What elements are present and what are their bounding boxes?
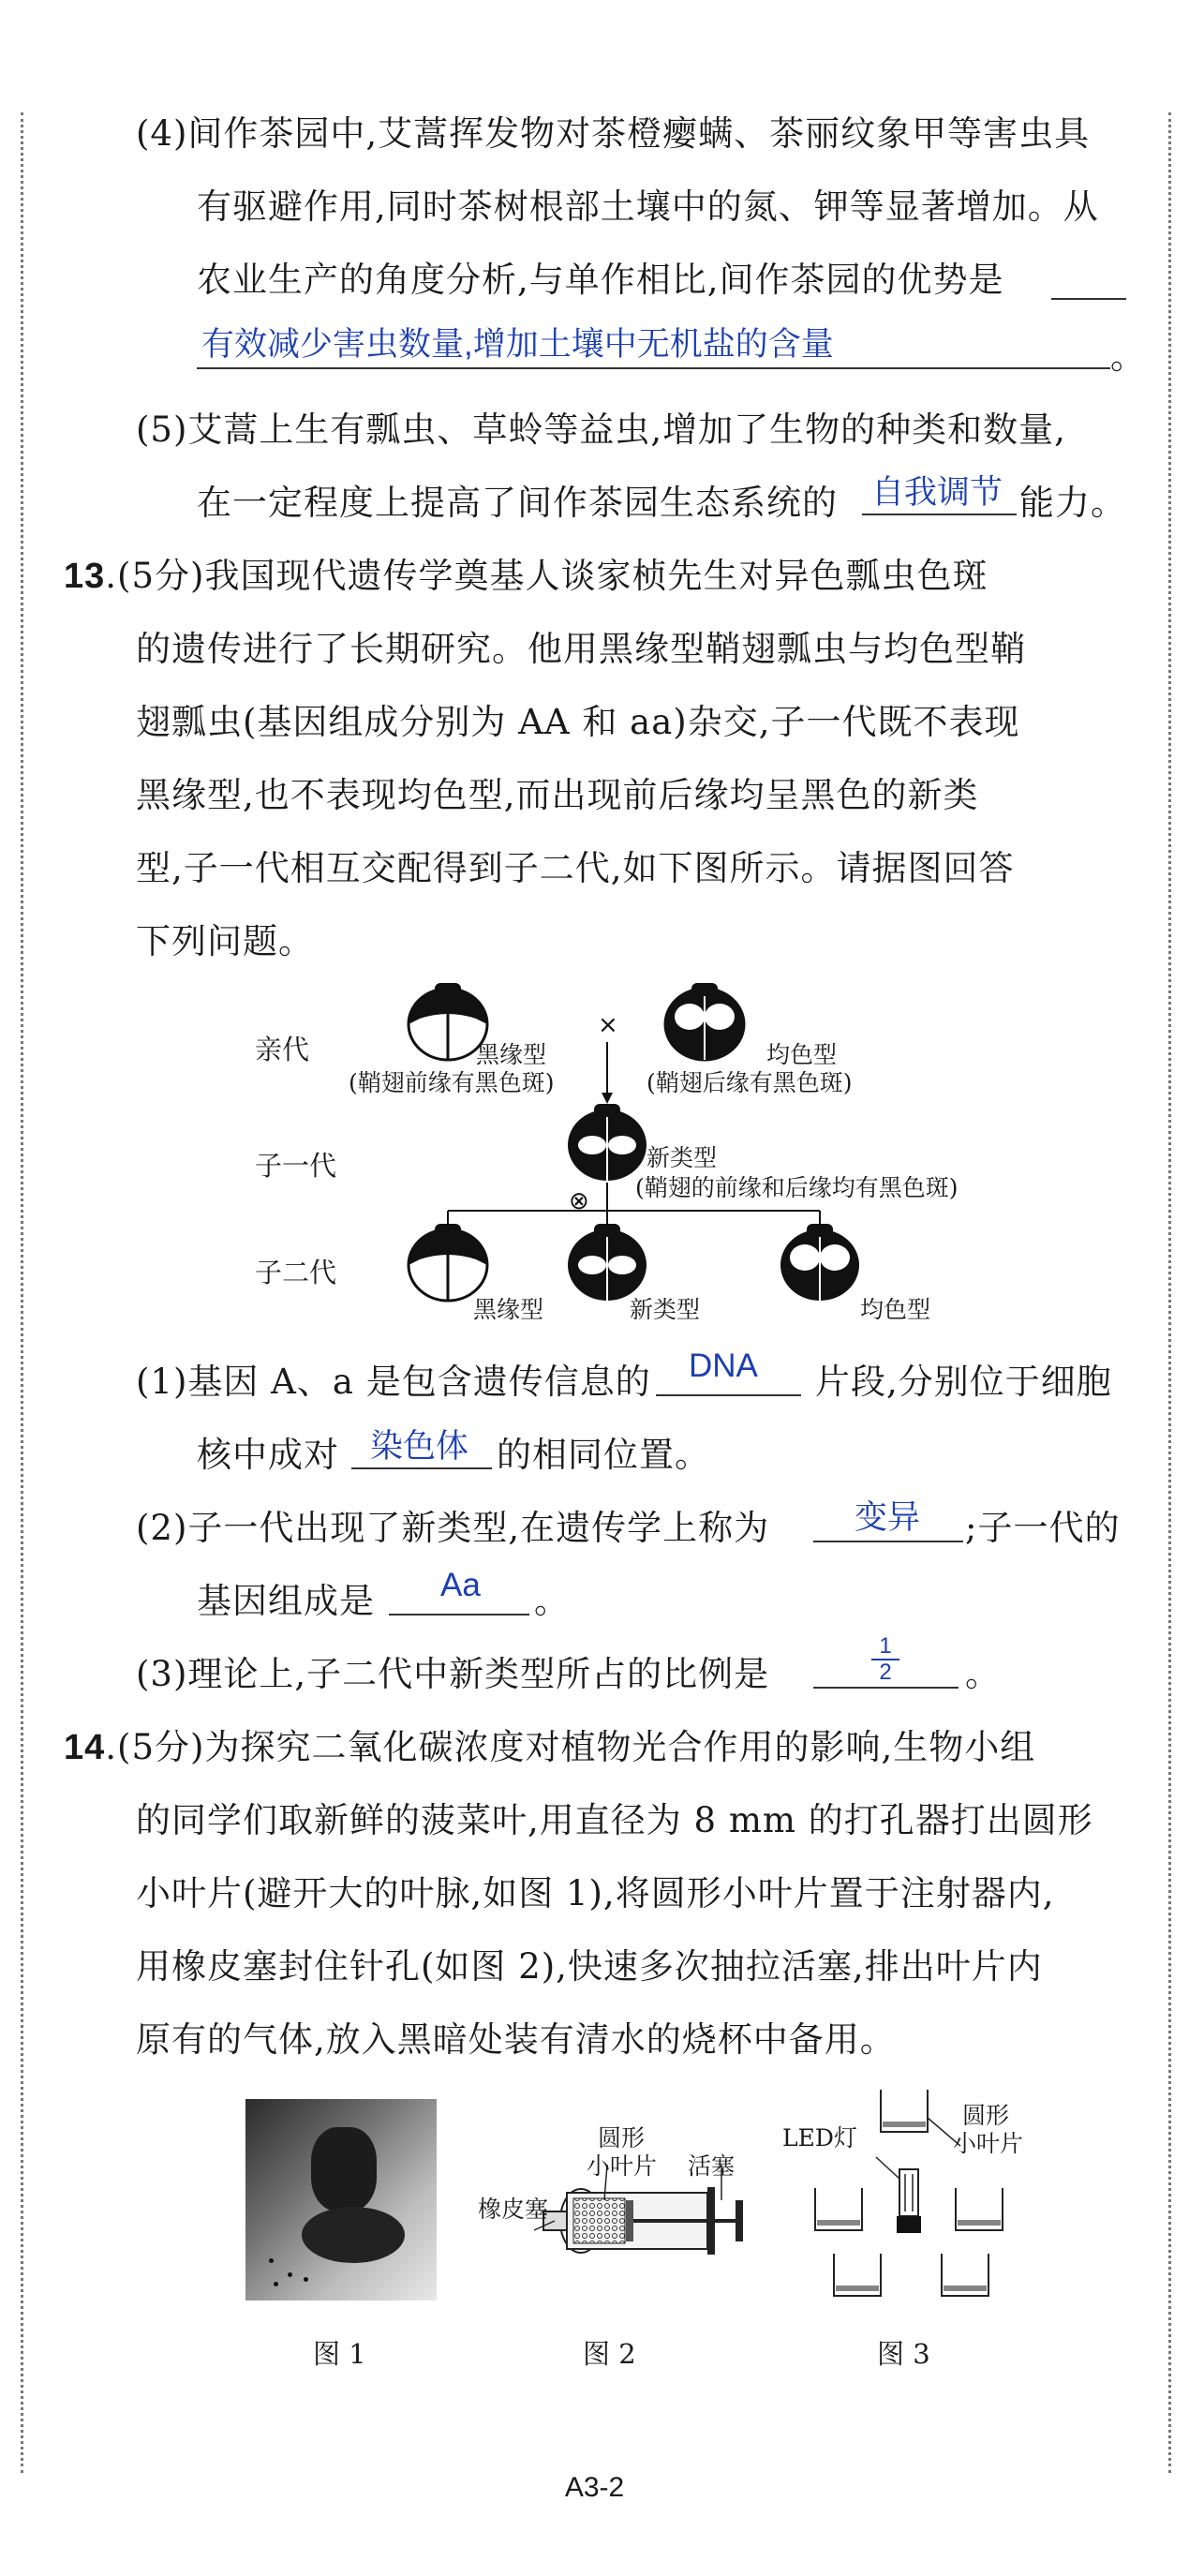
answer-blank (389, 1614, 529, 1616)
round-leaf-label2-fig3: 小叶片 (953, 2130, 1024, 2157)
uniform-label: 均色型 (766, 1041, 838, 1068)
answer-blank (813, 1687, 959, 1689)
parent-generation-label: 亲代 (255, 1034, 310, 1065)
q13-line4: 黑缘型,也不表现均色型,而出现前后缘均呈黑色的新类 (136, 775, 979, 815)
q13-p3-pre: (3)理论上,子二代中新类型所占的比例是 (136, 1654, 770, 1694)
round-leaf-label-fig2: 圆形 (598, 2124, 646, 2152)
question-number: 14 (64, 1728, 106, 1767)
q12-part4-answer: 有效减少害虫数量,增加土壤中无机盐的含量 (201, 326, 834, 363)
q12-part5-line1: (5)艾蒿上生有瓢虫、草蛉等益虫,增加了生物的种类和数量, (136, 409, 1066, 450)
q13-line3: 翅瓢虫(基因组成分别为 AA 和 aa)杂交,子一代既不表现 (136, 702, 1020, 742)
figure-2-caption: 图 2 (583, 2338, 636, 2370)
question-number: 13 (64, 557, 106, 596)
q13-p3-end: 。 (965, 1654, 1001, 1694)
q13-p1-line2-post: 的相同位置。 (497, 1435, 710, 1475)
q13-p2-line2-pre: 基因组成是 (197, 1581, 375, 1621)
answer-blank (656, 1394, 801, 1396)
f2-generation-label: 子二代 (255, 1257, 337, 1288)
q14-stem-text: .(5分)为探究二氧化碳浓度对植物光合作用的影响,生物小组 (105, 1727, 1036, 1767)
q14-line5: 原有的气体,放入黑暗处装有清水的烧杯中备用。 (136, 2019, 896, 2060)
fraction-denominator: 2 (871, 1659, 899, 1685)
fraction-numerator: 1 (879, 1633, 892, 1659)
ladybug-new-type-f2 (568, 1224, 647, 1301)
uniform-note: (鞘翅后缘有黑色斑) (647, 1069, 853, 1096)
hole-punch-photo (245, 2099, 437, 2301)
q13-line2: 的遗传进行了长期研究。他用黑缘型鞘翅瓢虫与均色型鞘 (136, 629, 1026, 669)
q13-p1-answer-dna: DNA (689, 1348, 758, 1384)
round-leaf-label-fig3: 圆形 (962, 2102, 1010, 2129)
answer-blank (813, 1541, 963, 1542)
led-label: LED灯 (782, 2124, 857, 2152)
q13-stem-text: .(5分)我国现代遗传学奠基人谈家桢先生对异色瓢虫色斑 (105, 556, 988, 596)
black-edge-note: (鞘翅前缘有黑色斑) (349, 1069, 555, 1096)
answer-blank (351, 1467, 492, 1469)
q13-p2-answer-variation: 变异 (855, 1499, 921, 1536)
cross-symbol: × (598, 1011, 618, 1039)
f2-black-edge-label: 黑缘型 (473, 1296, 544, 1323)
q13-p3-answer-fraction (871, 1634, 899, 1685)
figure-1-caption: 图 1 (313, 2338, 366, 2370)
q13-line6: 下列问题。 (136, 921, 314, 961)
q14-line4: 用橡皮塞封住针孔(如图 2),快速多次抽拉活塞,排出叶片内 (136, 1946, 1043, 1987)
ladybug-uniform-parent (665, 983, 744, 1060)
plunger-label: 活塞 (688, 2152, 736, 2180)
q12-part5-line2-post: 能力。 (1019, 483, 1126, 523)
q12-part4-line1: (4)间作茶园中,艾蒿挥发物对茶橙瘿螨、茶丽纹象甲等害虫具 (136, 113, 1091, 154)
ladybug-black-edge-f2 (409, 1224, 487, 1301)
q12-part5-answer: 自我调节 (871, 474, 1003, 511)
ladybug-uniform-f2 (780, 1224, 859, 1301)
figure-3-caption: 图 3 (877, 2338, 930, 2370)
q13-p2-answer-genotype: Aa (440, 1567, 481, 1603)
f2-new-type-label: 新类型 (630, 1296, 701, 1323)
round-leaf-label2-fig2: 小叶片 (587, 2152, 658, 2180)
q13-p2-end: 。 (534, 1581, 570, 1621)
new-type-note: (鞘翅的前缘和后缘均有黑色斑) (635, 1174, 959, 1201)
q12-part4-end: 。 (1110, 336, 1146, 377)
f2-uniform-label: 均色型 (860, 1296, 931, 1323)
self-cross-symbol: ⊗ (569, 1187, 589, 1215)
q13-p2-pre: (2)子一代出现了新类型,在遗传学上称为 (136, 1508, 770, 1548)
q12-part5-line2-pre: 在一定程度上提高了间作茶园生态系统的 (197, 483, 838, 523)
f1-generation-label: 子一代 (255, 1150, 337, 1182)
q14-line1 (64, 1719, 1035, 1769)
q12-part4-line3: 农业生产的角度分析,与单作相比,间作茶园的优势是 (197, 260, 1004, 300)
q14-line3: 小叶片(避开大的叶脉,如图 1),将圆形小叶片置于注射器内, (136, 1873, 1055, 1913)
q13-p1-line2-pre: 核中成对 (197, 1435, 339, 1475)
black-edge-label: 黑缘型 (476, 1041, 547, 1068)
q13-p1-answer-chromosome: 染色体 (370, 1428, 469, 1465)
page-number: A3-2 (564, 2472, 625, 2503)
q13-line5: 型,子一代相互交配得到子二代,如下图所示。请据图回答 (136, 848, 1015, 888)
new-type-label: 新类型 (647, 1144, 718, 1171)
q13-p2-mid: ;子一代的 (965, 1508, 1121, 1548)
q14-line2: 的同学们取新鲜的菠菜叶,用直径为 8 mm 的打孔器打出圆形 (136, 1800, 1093, 1840)
rubber-stopper-label: 橡皮塞 (478, 2196, 549, 2223)
q13-p1-pre: (1)基因 A、a 是包含遗传信息的 (136, 1362, 651, 1402)
q12-part4-line2: 有驱避作用,同时茶树根部土壤中的氮、钾等显著增加。从 (197, 186, 1099, 227)
q13-p1-mid: 片段,分别位于细胞 (815, 1362, 1112, 1402)
